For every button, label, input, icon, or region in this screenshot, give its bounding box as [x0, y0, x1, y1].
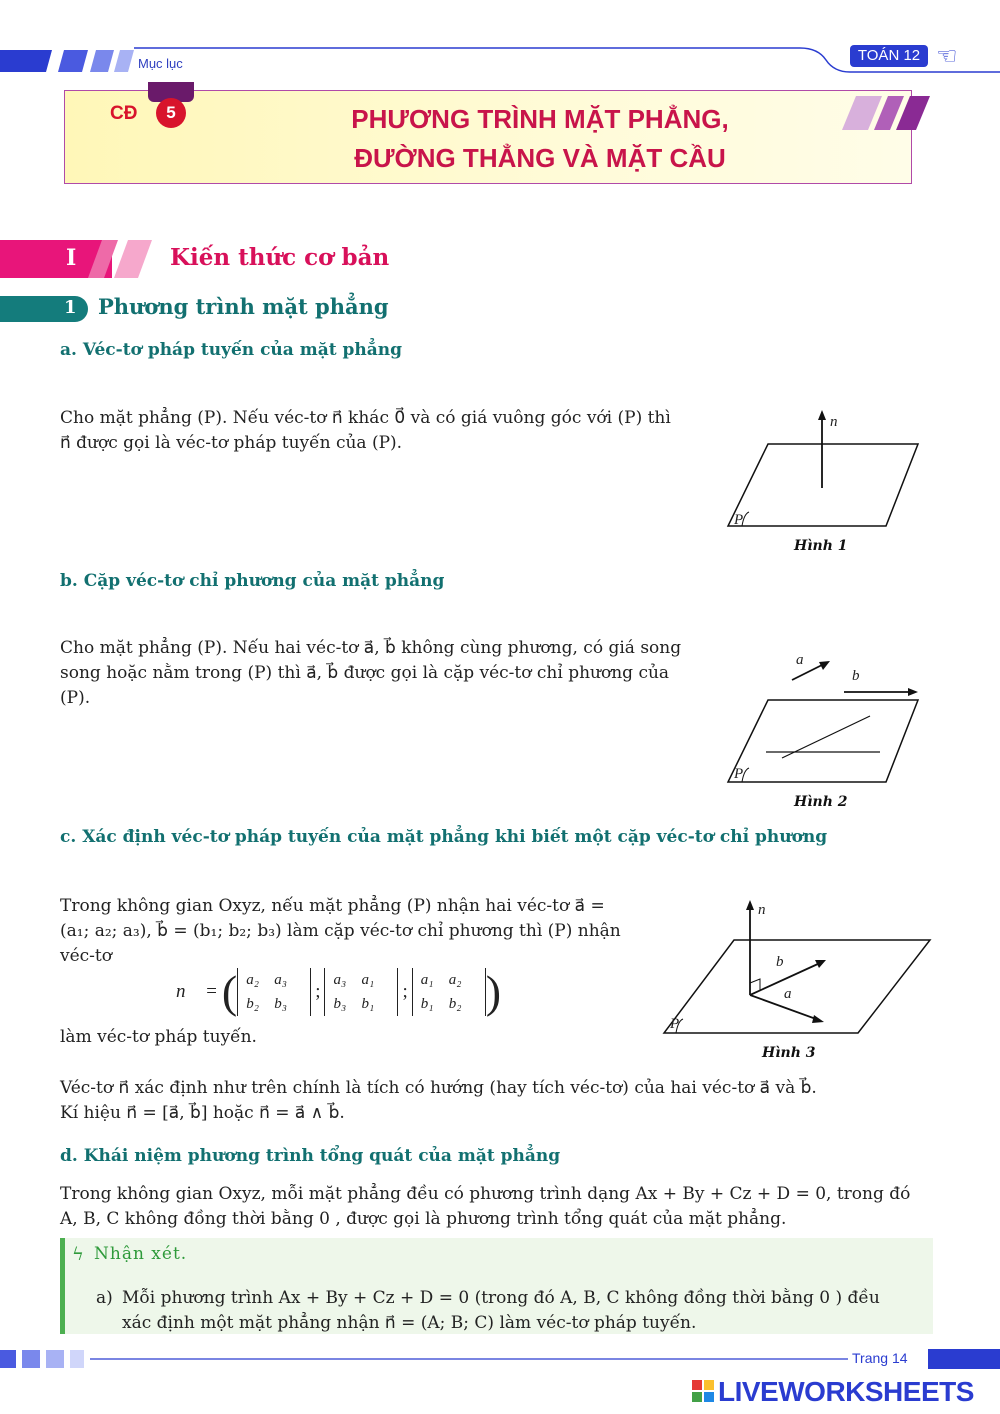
lightning-icon: ϟ: [72, 1244, 84, 1265]
part-d-text: Trong không gian Oxyz, mỗi mặt phẳng đều có phương trình dạng Ax + By + Cz + D = 0, trong đó A, B, C không đồng thời bằng 0 , được gọi là phương trình tổng quát của mặt phẳng.: [60, 1184, 911, 1229]
part-b-heading: b. Cặp véc-tơ chỉ phương của mặt phẳng: [60, 571, 445, 591]
fig3-label-a: a⃗: [784, 986, 804, 1002]
remark-item-a-text: Mỗi phương trình Ax + By + Cz + D = 0 (trong đó A, B, C không đồng thời bằng 0 ) đều xác định một mặt phẳng nhận n⃗ = (A; B; C) làm véc-tơ pháp tuyến.: [122, 1288, 880, 1333]
part-c-text-3: Véc-tơ n⃗ xác định như trên chính là tích có hướng (hay tích véc-tơ) của hai véc-tơ a⃗ và b⃗. Kí hiệu n⃗ = [a⃗, b⃗] hoặc n⃗ = a⃗ ∧ b⃗.: [60, 1078, 817, 1123]
figure-2-caption: Hình 2: [794, 794, 848, 810]
fig2-label-b: b⃗: [852, 668, 872, 684]
part-a-heading: a. Véc-tơ pháp tuyến của mặt phẳng: [60, 340, 402, 360]
fig2-label-p: P: [734, 766, 744, 782]
figure-1-caption: Hình 1: [794, 538, 848, 554]
part-c-text-2: làm véc-tơ pháp tuyến.: [60, 1027, 257, 1047]
figure-2-plane-directions: [720, 650, 930, 790]
fig3-label-b: b⃗: [776, 954, 796, 970]
chapter-title-line1: PHƯƠNG TRÌNH MẶT PHẲNG,: [351, 104, 729, 134]
part-b-text: Cho mặt phẳng (P). Nếu hai véc-tơ a⃗, b⃗ không cùng phương, có giá song song hoặc nằm trong (P) thì a⃗, b⃗ được gọi là cặp véc-tơ chỉ phương của (P).: [60, 638, 682, 708]
subsection-title: Phương trình mặt phẳng: [98, 294, 389, 319]
determinant-3: a₁ a₂ b₁ b₂: [412, 968, 486, 1016]
remark-item-a-label: a): [96, 1288, 113, 1308]
fig1-label-p: P: [734, 512, 744, 528]
section-stripes-decoration: [88, 240, 158, 278]
part-a-text: Cho mặt phẳng (P). Nếu véc-tơ n⃗ khác 0⃗ và có giá vuông góc với (P) thì n⃗ được gọi là véc-tơ pháp tuyến của (P).: [60, 408, 671, 453]
toc-link[interactable]: Mục lục: [138, 56, 183, 71]
subsection-number: 1: [64, 297, 77, 318]
subject-badge: TOÁN 12: [850, 45, 928, 67]
fig3-label-p: P: [670, 1016, 680, 1032]
page-number: Trang 14: [852, 1350, 908, 1366]
fig2-label-a: a⃗: [796, 652, 816, 668]
title-stripes-decoration: [842, 96, 932, 132]
figure-1-plane-normal: [720, 408, 930, 533]
liveworksheets-logo-icon: [692, 1380, 714, 1402]
pointing-hand-icon[interactable]: ☜: [936, 42, 958, 70]
chapter-title-line2: ĐƯỜNG THẲNG VÀ MẶT CẦU: [354, 143, 726, 173]
chapter-label: CĐ: [110, 103, 138, 124]
fig3-label-n: n⃗: [758, 902, 778, 918]
footer-bar: [928, 1349, 1000, 1369]
remark-title: Nhận xét.: [94, 1244, 188, 1264]
part-c-text: Trong không gian Oxyz, nếu mặt phẳng (P) nhận hai véc-tơ a⃗ = (a₁; a₂; a₃), b⃗ = (b₁; b₂; b₃) làm cặp véc-tơ chỉ phương thì (P) nhận véc-tơ: [60, 896, 621, 966]
section-number: I: [66, 245, 77, 271]
chapter-number: 5: [156, 98, 186, 128]
part-d-heading: d. Khái niệm phương trình tổng quát của mặt phẳng: [60, 1146, 561, 1166]
part-c-heading: c. Xác định véc-tơ pháp tuyến của mặt phẳng khi biết một cặp véc-tơ chỉ phương: [60, 827, 828, 847]
determinant-2: a₃ a₁ b₃ b₁: [324, 968, 398, 1016]
section-title: Kiến thức cơ bản: [170, 244, 390, 271]
determinant-1: a₂ a₃ b₂ b₃: [237, 968, 311, 1016]
fig1-label-n: n⃗: [830, 414, 850, 430]
cross-product-formula: n⃗ = ( a₂ a₃ b₂ b₃ ; a₃ a₁ b₃ b₁ ; a₁ a₂ b₁ b₂ ): [176, 966, 502, 1017]
footer-band: [0, 1348, 850, 1370]
liveworksheets-watermark: LIVEWORKSHEETS: [718, 1376, 974, 1407]
figure-3-caption: Hình 3: [762, 1045, 816, 1061]
